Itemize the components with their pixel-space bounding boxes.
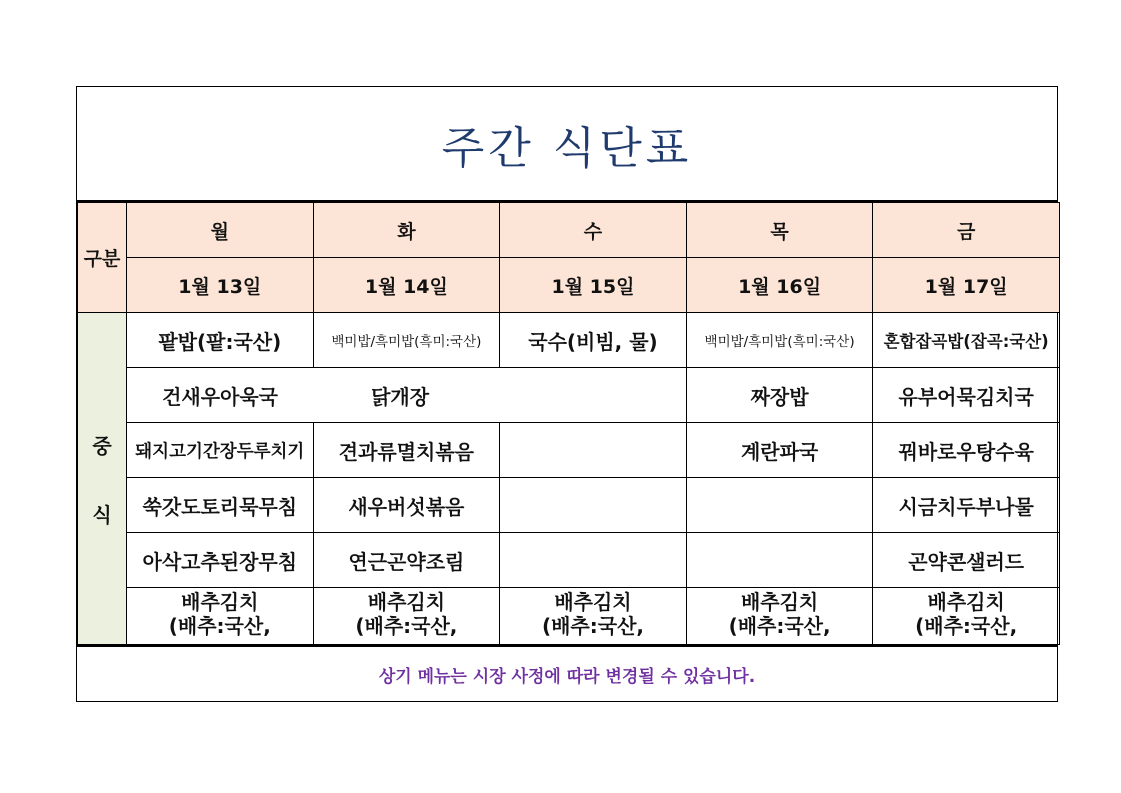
menu-row	[78, 368, 1060, 423]
menu-cell: 혼합잡곡밥(잡곡:국산)	[873, 313, 1060, 368]
menu-cell: 돼지고기간장두루치기	[127, 423, 314, 478]
menu-cell: 쑥갓도토리묵무침	[127, 478, 314, 533]
date-thu: 1월 16일	[686, 258, 873, 313]
kimchi-name: 배추김치	[554, 590, 632, 614]
menu-row	[78, 533, 1060, 588]
menu-table	[77, 202, 1060, 645]
menu-cell: 국수(비빔, 물)	[500, 313, 687, 368]
menu-cell: 연근곤약조림	[313, 533, 500, 588]
menu-cell: 계란파국	[686, 423, 873, 478]
kimchi-origin: (배추:국산,	[728, 614, 831, 638]
day-mon: 월	[127, 203, 314, 258]
kimchi-cell	[127, 588, 314, 645]
date-tue: 1월 14일	[313, 258, 500, 313]
menu-cell	[500, 478, 687, 533]
menu-cell: 시금치두부나물	[873, 478, 1060, 533]
date-mon: 1월 13일	[127, 258, 314, 313]
kimchi-name: 배추김치	[367, 590, 446, 614]
menu-cell	[500, 423, 687, 478]
menu-cell: 꿔바로우탕수육	[873, 423, 1060, 478]
kimchi-name: 배추김치	[927, 590, 1005, 614]
kimchi-origin: (배추:국산,	[355, 614, 458, 638]
menu-cell	[686, 478, 873, 533]
menu-cell: 아삭고추된장무침	[127, 533, 314, 588]
lunch-label-char-1: 중	[92, 433, 112, 458]
lunch-label-char-2: 식	[92, 502, 112, 527]
kimchi-origin: (배추:국산,	[915, 614, 1018, 638]
kimchi-name: 배추김치	[740, 590, 819, 614]
date-wed: 1월 15일	[500, 258, 687, 313]
menu-row-rice	[78, 313, 1060, 368]
day-thu: 목	[686, 203, 873, 258]
menu-cell: 유부어묵김치국	[873, 368, 1060, 423]
menu-cell: 팥밥(팥:국산)	[127, 313, 314, 368]
category-label: 구분	[78, 203, 127, 313]
kimchi-origin: (배추:국산,	[168, 614, 271, 638]
date-fri: 1월 17일	[873, 258, 1060, 313]
day-tue: 화	[313, 203, 500, 258]
menu-cell: 닭개장	[313, 368, 500, 423]
kimchi-origin: (배추:국산,	[541, 614, 644, 638]
kimchi-cell	[686, 588, 873, 645]
kimchi-row	[78, 588, 1060, 645]
menu-cell: 짜장밥	[686, 368, 873, 423]
menu-cell: 건새우아욱국	[127, 368, 314, 423]
day-wed: 수	[500, 203, 687, 258]
menu-cell: 백미밥/흑미밥(흑미:국산)	[313, 313, 500, 368]
menu-cell: 새우버섯볶음	[313, 478, 500, 533]
menu-sheet	[76, 86, 1058, 702]
kimchi-cell	[873, 588, 1060, 645]
kimchi-cell	[313, 588, 500, 645]
menu-row	[78, 478, 1060, 533]
lunch-label	[78, 313, 127, 645]
date-row	[78, 258, 1060, 313]
menu-cell	[500, 533, 687, 588]
menu-cell: 곤약콘샐러드	[873, 533, 1060, 588]
kimchi-name: 배추김치	[181, 590, 259, 614]
menu-cell: 견과류멸치볶음	[313, 423, 500, 478]
menu-cell	[500, 368, 687, 423]
kimchi-cell	[500, 588, 687, 645]
menu-cell: 백미밥/흑미밥(흑미:국산)	[686, 313, 873, 368]
menu-row	[78, 423, 1060, 478]
day-row	[78, 203, 1060, 258]
menu-cell	[686, 533, 873, 588]
day-fri: 금	[873, 203, 1060, 258]
page-title: 주간 식단표	[77, 87, 1057, 202]
notice-text: 상기 메뉴는 시장 사정에 따라 변경될 수 있습니다.	[77, 645, 1057, 701]
